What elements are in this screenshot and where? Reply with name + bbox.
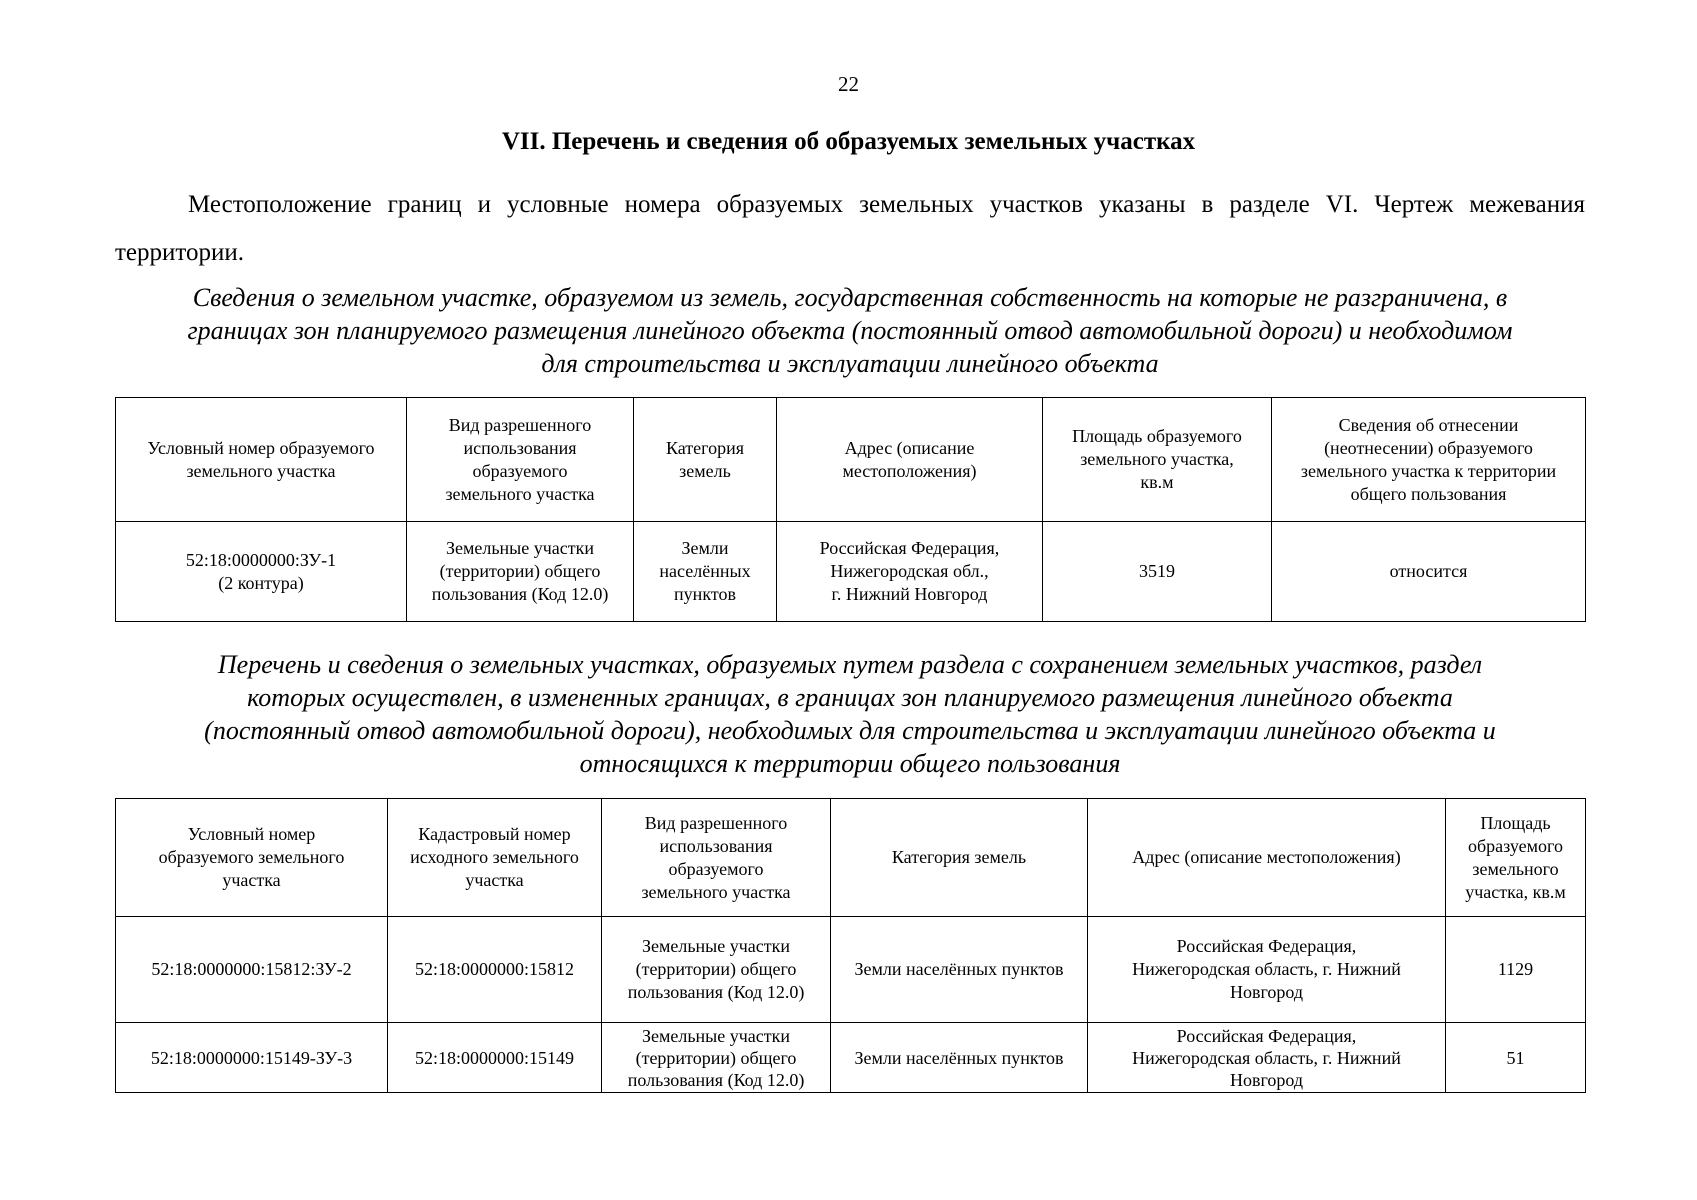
header-land-category bbox=[831, 799, 1088, 917]
table-row bbox=[116, 522, 1586, 622]
cell-line: Российская Федерация, bbox=[1176, 936, 1357, 956]
header-address bbox=[777, 398, 1043, 522]
table-row bbox=[116, 1023, 1586, 1093]
cell-source-cadastral-number bbox=[388, 1023, 602, 1093]
table1-caption bbox=[115, 281, 1585, 380]
cell-line: пользования (Код 12.0) bbox=[431, 584, 609, 604]
cell-line: Площадь bbox=[1480, 812, 1551, 833]
cell-line: использования bbox=[659, 835, 773, 856]
cell-line: Условный номер образуемого bbox=[147, 437, 375, 458]
cell-line: Площадь образуемого bbox=[1072, 426, 1242, 446]
cell-permitted-use bbox=[602, 917, 831, 1023]
cell-line: 1129 bbox=[1497, 959, 1534, 979]
cell-plot-number bbox=[116, 522, 407, 622]
cell-line: Условный номер bbox=[187, 824, 316, 844]
cell-line: образуемого земельного bbox=[158, 847, 345, 867]
cell-line: Вид разрешенного bbox=[448, 414, 592, 435]
section-heading: VII. Перечень и сведения об образуемых земельных участках bbox=[501, 128, 1196, 155]
cell-source-cadastral-number bbox=[388, 917, 602, 1023]
cell-line: Кадастровый номер bbox=[418, 824, 571, 844]
cell-line: 52:18:0000000:15812:ЗУ-2 bbox=[151, 959, 352, 979]
cell-line: 52:18:0000000:15149 bbox=[414, 1047, 574, 1068]
cell-line: исходного земельного bbox=[410, 847, 579, 867]
intro-text: Местоположение границ и условные номера образуемых земельных участков указаны в разделе VI. Чертеж межевания территории. bbox=[115, 191, 1585, 266]
cell-address bbox=[1088, 1023, 1446, 1093]
cell-line: Земельные участки bbox=[641, 1025, 791, 1046]
cell-permitted-use bbox=[602, 1023, 831, 1093]
cell-permitted-use bbox=[407, 522, 634, 622]
cell-plot-number bbox=[116, 1023, 388, 1093]
cell-line: Адрес (описание местоположения) bbox=[1132, 847, 1401, 867]
cell-line: Земли bbox=[681, 538, 729, 558]
page-number: 22 bbox=[838, 72, 859, 96]
cell-line: земель bbox=[679, 460, 731, 481]
cell-address bbox=[777, 522, 1043, 622]
cell-land-category bbox=[831, 1023, 1088, 1093]
header-source-cadastral-number bbox=[388, 799, 602, 917]
header-plot-number bbox=[116, 799, 388, 917]
caption-line: Сведения о земельном участке, образуемом из земель, государственная собственность на которые не разграничена, в bbox=[192, 283, 1508, 312]
cell-line: Сведения об отнесении bbox=[1338, 414, 1519, 435]
cell-line: 52:18:0000000:15149-ЗУ-3 bbox=[150, 1047, 353, 1068]
cell-line: (территории) общего bbox=[635, 1047, 797, 1068]
cell-land-category bbox=[831, 917, 1088, 1023]
header-area bbox=[1446, 799, 1586, 917]
cell-area bbox=[1446, 917, 1586, 1023]
table-row bbox=[116, 917, 1586, 1023]
table2-caption bbox=[115, 648, 1585, 780]
cell-line: (территории) общего bbox=[635, 959, 797, 979]
cell-line: Нижегородская область, г. Нижний bbox=[1132, 1047, 1401, 1068]
cell-line: (территории) общего bbox=[439, 561, 601, 581]
cell-line: 51 bbox=[1506, 1047, 1525, 1068]
cell-line: 52:18:0000000:ЗУ-1 bbox=[185, 549, 337, 570]
cell-line: образуемого bbox=[668, 858, 764, 879]
table-header-row bbox=[116, 398, 1586, 522]
cell-line: пользования (Код 12.0) bbox=[627, 1069, 805, 1090]
intro-paragraph bbox=[115, 181, 1585, 277]
cell-line: участка, кв.м bbox=[1465, 881, 1566, 902]
cell-line: Российская Федерация, bbox=[819, 538, 1000, 558]
cell-line: использования bbox=[463, 437, 577, 458]
cell-line: участка bbox=[222, 870, 281, 890]
cell-line: кв.м bbox=[1140, 472, 1174, 492]
cell-line: Вид разрешенного bbox=[644, 812, 788, 833]
cell-line: (неотнесении) образуемого bbox=[1324, 437, 1533, 458]
caption-line: которых осуществлен, в измененных границах, в границах зон планируемого размещения линейного объекта bbox=[247, 683, 1453, 712]
caption-line: (постоянный отвод автомобильной дороги), необходимых для строительства и эксплуатации линейного объекта и bbox=[204, 716, 1496, 745]
cell-line: г. Нижний Новгород bbox=[831, 584, 988, 604]
cell-address bbox=[1088, 917, 1446, 1023]
caption-line: границах зон планируемого размещения линейного объекта (постоянный отвод автомобильной дороги) и необходимом bbox=[187, 316, 1513, 345]
header-area bbox=[1043, 398, 1272, 522]
cell-line: земельного bbox=[1472, 858, 1559, 879]
header-land-category bbox=[634, 398, 777, 522]
cell-line: Земли населённых пунктов bbox=[854, 1047, 1064, 1068]
header-public-use bbox=[1272, 398, 1586, 522]
cell-line: Категория bbox=[666, 437, 744, 458]
cell-line: относится bbox=[1389, 561, 1468, 581]
cell-line: участка bbox=[465, 870, 524, 890]
divided-plots-table bbox=[115, 798, 1586, 1093]
cell-line: Категория земель bbox=[891, 847, 1027, 867]
cell-line: Нижегородская область, г. Нижний bbox=[1132, 959, 1401, 979]
cell-area bbox=[1446, 1023, 1586, 1093]
header-permitted-use bbox=[602, 799, 831, 917]
cell-plot-number bbox=[116, 917, 388, 1023]
cell-line: Нижегородская обл., bbox=[830, 561, 989, 581]
caption-line: Перечень и сведения о земельных участках, образуемых путем раздела с сохранением земельных участков, раздел bbox=[217, 650, 1483, 679]
cell-public-use bbox=[1272, 522, 1586, 622]
cell-line: Земельные участки bbox=[445, 538, 595, 558]
table-header-row bbox=[116, 799, 1586, 917]
cell-line: Адрес (описание bbox=[844, 437, 975, 458]
cell-line: Земли населённых пунктов bbox=[854, 959, 1064, 979]
cell-line: общего пользования bbox=[1350, 483, 1507, 504]
land-plot-table bbox=[115, 397, 1586, 622]
cell-line: местоположения) bbox=[842, 460, 977, 481]
cell-line: Земельные участки bbox=[641, 936, 791, 956]
cell-line: земельного участка bbox=[186, 460, 336, 481]
cell-line: населённых bbox=[659, 561, 751, 581]
caption-line: относящихся к территории общего пользования bbox=[579, 749, 1121, 778]
header-permitted-use bbox=[407, 398, 634, 522]
header-address bbox=[1088, 799, 1446, 917]
cell-line: Российская Федерация, bbox=[1176, 1025, 1357, 1046]
cell-line: земельного участка bbox=[641, 881, 791, 902]
cell-line: образуемого bbox=[472, 460, 568, 481]
cell-line: земельного участка к территории bbox=[1300, 460, 1557, 481]
cell-line: 52:18:0000000:15812 bbox=[414, 959, 574, 979]
cell-line: Новгород bbox=[1229, 982, 1304, 1002]
header-plot-number bbox=[116, 398, 407, 522]
cell-line: пользования (Код 12.0) bbox=[627, 982, 805, 1002]
cell-line: земельного участка, bbox=[1080, 449, 1234, 469]
cell-land-category bbox=[634, 522, 777, 622]
cell-line: пунктов bbox=[674, 584, 736, 604]
cell-line: земельного участка bbox=[445, 483, 595, 504]
cell-line: (2 контура) bbox=[218, 572, 304, 593]
cell-line: 3519 bbox=[1139, 561, 1175, 581]
cell-line: Новгород bbox=[1229, 1069, 1304, 1090]
caption-line: для строительства и эксплуатации линейного объекта bbox=[541, 349, 1159, 378]
cell-area bbox=[1043, 522, 1272, 622]
cell-line: образуемого bbox=[1468, 835, 1563, 856]
